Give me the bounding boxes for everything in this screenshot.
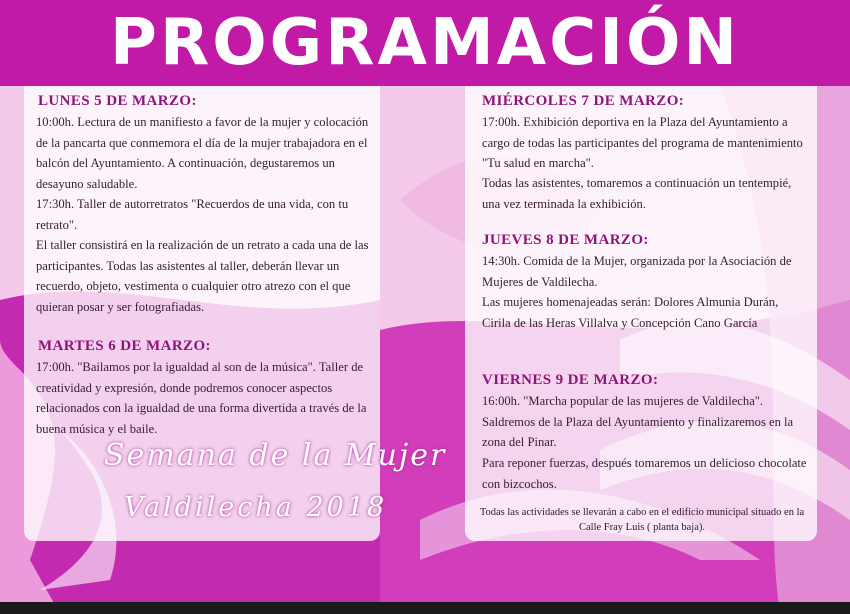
wednesday-item-1: 17:00h. Exhibición deportiva en la Plaza del Ayuntamiento a cargo de todas las participantes del programa de mantenimiento "Tu salud en marcha". xyxy=(482,115,803,170)
day-heading-wednesday: MIÉRCOLES 7 DE MARZO: xyxy=(482,93,685,109)
thursday-item-2: Las mujeres homenajeadas serán: Dolores Almunia Durán, Cirila de las Heras Villalva y Concepción Cano García xyxy=(482,295,779,330)
day-heading-monday: LUNES 5 DE MARZO: xyxy=(38,93,197,109)
day-heading-thursday: JUEVES 8 DE MARZO: xyxy=(482,232,649,248)
monday-item-2: 17:30h. Taller de autorretratos "Recuerdos de una vida, con tu retrato". xyxy=(36,197,349,232)
page-title: PROGRAMACIÓN xyxy=(110,6,740,80)
footer-note: Todas las actividades se llevarán a cabo en el edificio municipal situado en la Calle Fray Luis ( planta baja). xyxy=(479,507,805,533)
day-heading-friday: VIERNES 9 DE MARZO: xyxy=(482,372,659,388)
monday-item-1: 10:00h. Lectura de un manifiesto a favor de la mujer y colocación de la pancarta que conmemora el día de la mujer trabajadora en el balcón del Ayuntamiento. A continuación, degustaremos un desayuno saludable. xyxy=(36,115,369,191)
day-heading-tuesday: MARTES 6 DE MARZO: xyxy=(38,338,211,354)
wednesday-item-2: Todas las asistentes, tomaremos a continuación un tentempié, una vez terminada la exhibición. xyxy=(482,176,792,211)
bottom-bar xyxy=(0,602,850,614)
monday-item-3: El taller consistirá en la realización de un retrato a cada una de las participantes. Todas las asistentes al taller, deberán llevar un recuerdo, objeto, vestimenta o cualquier otro atrezo con el que quieran posar y ser fotografiadas. xyxy=(36,238,369,314)
thursday-item-1: 14:30h. Comida de la Mujer, organizada por la Asociación de Mujeres de Valdilecha. xyxy=(482,254,792,289)
friday-item-2: Para reponer fuerzas, después tomaremos un delicioso chocolate con bizcochos. xyxy=(482,456,807,491)
event-logo-subtitle: Valdilecha 2018 xyxy=(124,492,388,523)
tuesday-item-1: 17:00h. "Bailamos por la igualdad al son de la música". Taller de creatividad y expresión, donde podremos conocer aspectos relacionados con la igualdad de una forma divertida a través de la buena música y el baile. xyxy=(36,360,367,436)
event-logo-title: Semana de la Mujer xyxy=(104,438,447,473)
friday-item-1: 16:00h. "Marcha popular de las mujeres de Valdilecha". Saldremos de la Plaza del Ayuntamiento y finalizaremos en la zona del Pinar. xyxy=(482,394,794,449)
